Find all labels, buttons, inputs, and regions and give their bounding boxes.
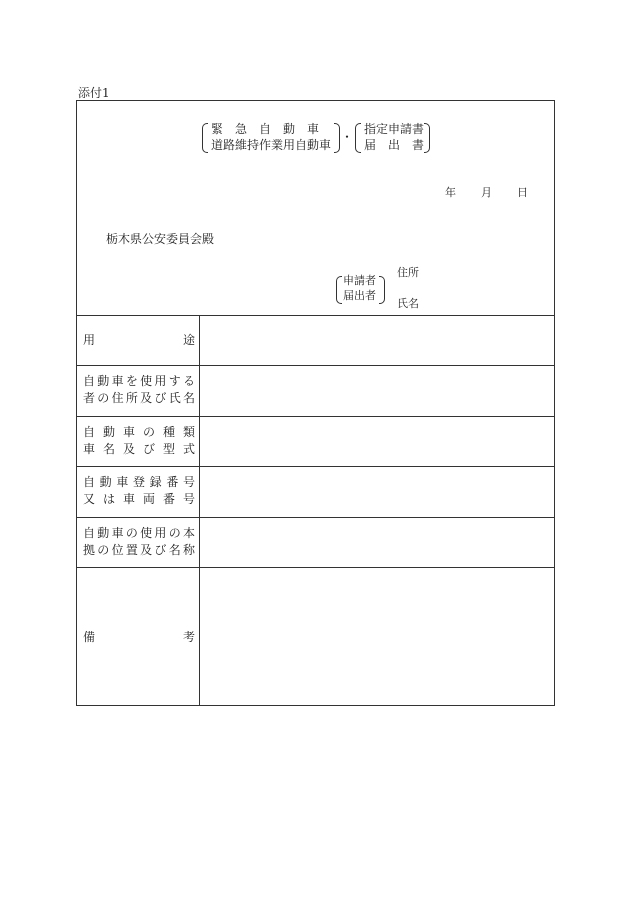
row-label-remarks: 備 考 bbox=[83, 630, 195, 644]
applicant-bracket-open bbox=[336, 276, 342, 304]
applicant-role-line1: 申請者 bbox=[343, 274, 376, 287]
applicant-address-label: 住所 bbox=[397, 266, 419, 279]
form-frame bbox=[76, 100, 555, 706]
row-label-registration-number: 自動車登録番号 又は車両番号 bbox=[83, 475, 195, 506]
date-day: 日 bbox=[517, 186, 528, 199]
purpose-value-cell[interactable] bbox=[200, 316, 554, 365]
title-left-bracket-close bbox=[334, 123, 340, 153]
addressee: 栃木県公安委員会殿 bbox=[106, 232, 215, 246]
title-dot: ・ bbox=[341, 130, 354, 144]
title-left-line1: 緊 急 自 動 車 bbox=[211, 122, 320, 136]
row-label-purpose: 用 途 bbox=[83, 333, 195, 347]
user-address-name-value-cell[interactable] bbox=[200, 366, 554, 416]
title-left-bracket-open bbox=[202, 123, 208, 153]
date-month: 月 bbox=[481, 186, 492, 199]
applicant-bracket-close bbox=[379, 276, 385, 304]
remarks-value-cell[interactable] bbox=[200, 568, 554, 705]
base-location-value-cell[interactable] bbox=[200, 518, 554, 567]
row-label-user-address-name: 自動車を使用する 者の住所及び氏名 bbox=[83, 374, 195, 405]
registration-number-value-cell[interactable] bbox=[200, 467, 554, 517]
title-right-line2: 届 出 書 bbox=[364, 138, 425, 152]
row-label-base-location: 自動車の使用の本 拠の位置及び名称 bbox=[83, 526, 195, 557]
applicant-role-line2: 届出者 bbox=[343, 289, 376, 302]
title-left-line2: 道路維持作業用自動車 bbox=[211, 138, 332, 152]
date-year: 年 bbox=[445, 186, 456, 199]
title-right-bracket-close bbox=[424, 123, 430, 153]
title-right-line1: 指定申請書 bbox=[364, 122, 425, 136]
row-label-vehicle-type: 自動車の種類 車名及び型式 bbox=[83, 425, 195, 456]
title-right-bracket-open bbox=[355, 123, 361, 153]
vehicle-type-value-cell[interactable] bbox=[200, 417, 554, 466]
applicant-name-label: 氏名 bbox=[397, 297, 419, 310]
attachment-label: 添付1 bbox=[78, 86, 110, 100]
